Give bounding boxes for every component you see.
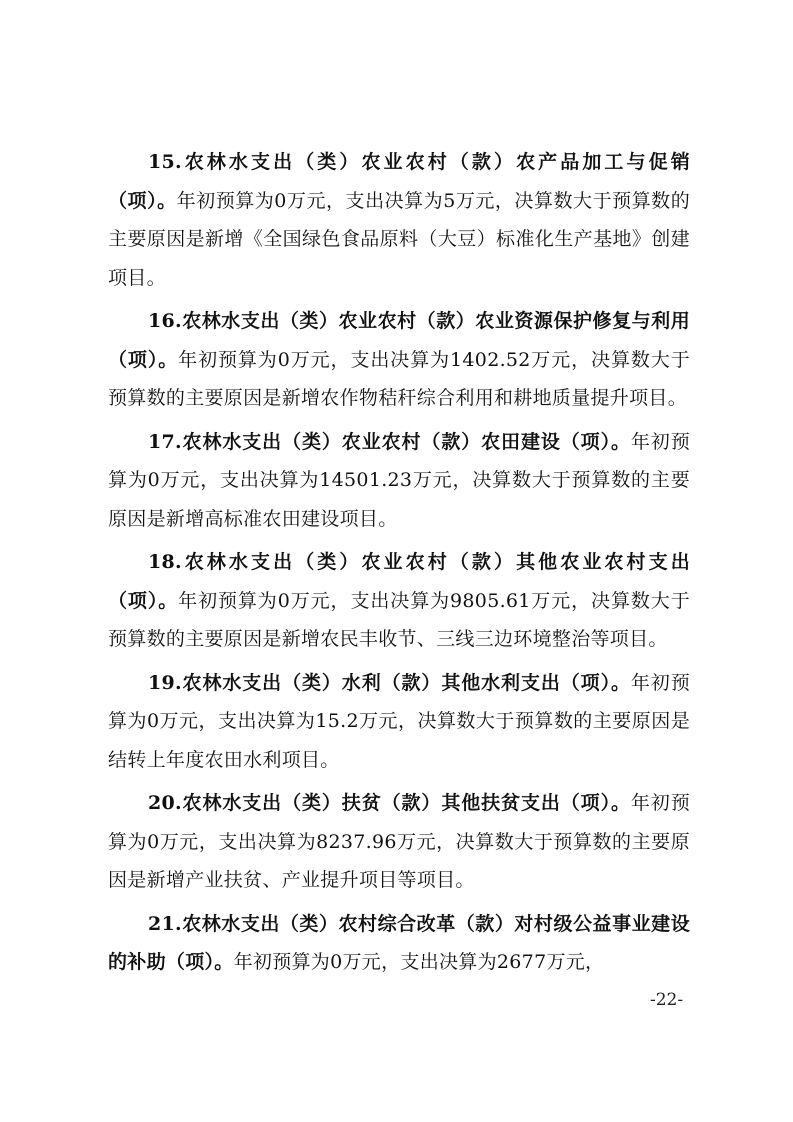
paragraph-item-17: [108, 423, 690, 539]
paragraph-body: 年初预算为0万元，支出决算为9805.61万元，决算数大于预算数的主要原因是新增农民丰收节、三线三边环境整治等项目。: [108, 589, 691, 650]
paragraph-body: 年初预算为0万元，支出决算为5万元，决算数大于预算数的主要原因是新增《全国绿色食品原料（大豆）标准化生产基地》创建项目。: [108, 189, 690, 289]
paragraph-body: 年初预算为0万元，支出决算为8237.96万元，决算数大于预算数的主要原因是新增产业扶贫、产业提升项目等项目。: [108, 792, 691, 891]
paragraph-item-19: [108, 664, 690, 780]
paragraph-item-21: [108, 905, 690, 982]
paragraph-heading: 15.农林水支出（类）农业农村（款）农产品加工与促销（项）。: [108, 151, 690, 212]
paragraph-heading: 20.农林水支出（类）扶贫（款）其他扶贫支出（项）。: [148, 792, 631, 814]
page-number: -22-: [650, 990, 684, 1010]
paragraph-heading: 17.农林水支出（类）农业农村（款）农田建设（项）。: [148, 430, 631, 453]
paragraph-item-15: [108, 143, 690, 297]
paragraph-body: 年初预算为0万元，支出决算为15.2万元，决算数大于预算数的主要原因是结转上年度农田水利项目。: [108, 671, 691, 771]
paragraph-item-20: [108, 784, 690, 900]
document-page: [108, 143, 690, 987]
paragraph-heading: 16.农林水支出（类）农业农村（款）农业资源保护修复与利用（项）。: [108, 310, 690, 371]
paragraph-body: 年初预算为0万元，支出决算为1402.52万元，决算数大于预算数的主要原因是新增农作物秸秆综合利用和耕地质量提升项目。: [108, 348, 691, 409]
paragraph-heading: 18.农林水支出（类）农业农村（款）其他农业农村支出（项）。: [108, 551, 690, 612]
paragraph-heading: 21.农林水支出（类）农村综合改革（款）对村级公益事业建设的补助（项）。: [108, 912, 690, 973]
paragraph-heading: 19.农林水支出（类）水利（款）其他水利支出（项）。: [148, 671, 631, 694]
paragraph-body: 年初预算为0万元，支出决算为2677万元，: [233, 951, 605, 973]
paragraph-body: 年初预算为0万元，支出决算为14501.23万元，决算数大于预算数的主要原因是新增高标准农田建设项目。: [108, 430, 691, 530]
paragraph-item-16: [108, 302, 690, 418]
paragraph-item-18: [108, 543, 690, 659]
